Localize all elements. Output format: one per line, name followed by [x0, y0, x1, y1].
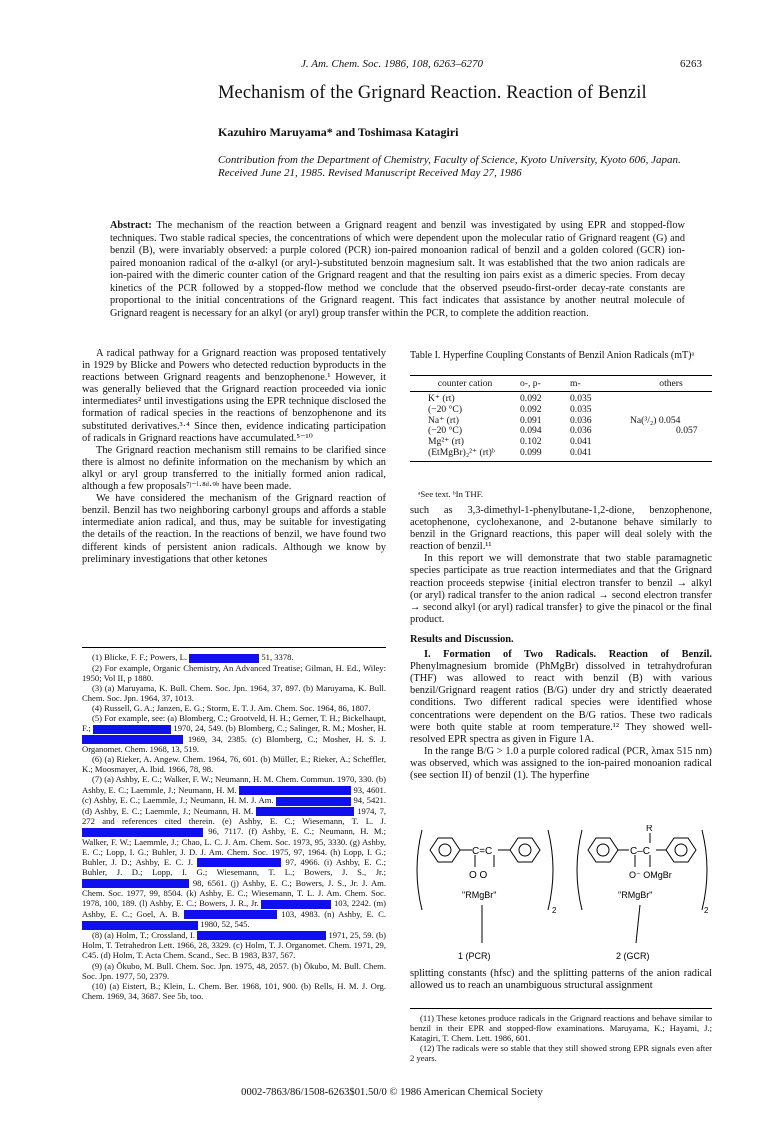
table-footnote: ᵃSee text. ᵇIn THF. [418, 489, 484, 499]
table-caption: Table I. Hyperfine Coupling Constants of Benzil Anion Radicals (mT)ᵃ [410, 350, 695, 361]
structure-2-oxygens: O⁻ OMgBr [629, 870, 672, 880]
subsection-heading: I. Formation of Two Radicals. Reaction of Benzil. [424, 649, 712, 661]
structure-drawing [410, 825, 712, 965]
copyright-footer: 0002-7863/86/1508-6263$01.50/0 © 1986 American Chemical Society [241, 1087, 543, 1098]
redaction-bar [93, 725, 171, 734]
structure-2-label: 2 (GCR) [616, 951, 650, 961]
chemical-structures [410, 825, 712, 965]
footnote-item: (12) The radicals were so stable that they still showed strong EPR signals even after 2 years. [410, 1043, 712, 1064]
structure-1-core: C=C [472, 846, 493, 857]
footnotes [410, 1013, 712, 1063]
body-paragraph: In this report we will demonstrate that two stable paramagnetic species participate as true reaction intermediates and that the Grignard reaction proceeds stepwise {initial electron transfer to benzil → alkyl (or aryl) radical transfer to the anion radical → second electron transfer → second alkyl (or aryl) radical transfer} to give the pinacol or the final product. [410, 553, 712, 625]
reference-item: (5) For example, see: (a) Blomberg, C.; Grootveld, H. H.; Gerner, T. H.; Bickelhaupt, F.; 1970, 24, 549. (b) Blomberg, C.; Salinger, R. M.; Mosher, H. 1969, 34, 2385. (c) Blomberg, C.; Mosher, H. S. J. Organomet. Chem. 1968, 13, 519. [82, 713, 386, 755]
redaction-bar [82, 921, 198, 930]
body-paragraph: splitting constants (hfsc) and the splitting patterns of the anion radical allowed us to reach an unambiguous structural assignment [410, 968, 712, 992]
table-row: (−20 °C) 0.094 0.036 0.057 [428, 425, 698, 437]
article-title: Mechanism of the Grignard Reaction. Reaction of Benzil [218, 83, 647, 103]
structure-1-counterion: "RMgBr" [462, 890, 497, 900]
redaction-bar [82, 735, 183, 744]
structure-2-subscript: 2 [704, 906, 709, 915]
references-divider [82, 647, 386, 648]
abstract-label: Abstract: [110, 220, 152, 231]
redaction-bar [261, 900, 331, 909]
reference-item: (9) (a) Ōkubo, M. Bull. Chem. Soc. Jpn. 1975, 48, 2057. (b) Ōkubo, M. Bull. Chem. Soc. Jpn. 1977, 50, 2379. [82, 960, 386, 981]
abstract-text: The mechanism of the reaction between a Grignard reagent and benzil was investigated by using EPR and stopped-flow techniques. Two stable radical species, the concentrations of which were dependent upon the molecular ratio of Grignard reagent (G) and benzil (B), were invariably observed: a purple colored (PCR) ion-paired monoanion radical of benzil and a golden colored (GCR) ion-paired monoanion radical of the α-alkyl (or aryl-)-substituted benzoin magnesium salt. It was established that the two anion radicals are ion-paired with the dimeric counter cation of the Grignard reagent and that the resulting ion pairs exist as a dimeric species. From decay kinetics of the PCR followed by a stopped-flow method we conclude that the observed pseudo-first-order decay-rate constants are proportional to the initial concentrations of the Grignard reagent. This fact indicates that assistance by another neutral molecule of Grignard reagent is necessary for an alkyl (or aryl) group transfer within the PCR, to complete the addition reaction. [110, 220, 685, 319]
footnote-item: (11) These ketones produce radicals in the Grignard reactions and behave similar to benzil in their EPR and stopped-flow examinations. Maruyama, K.; Hayami, J.; Katagiri, T. Chem. Lett. 1986, 601. [410, 1013, 712, 1044]
redaction-bar [239, 786, 351, 795]
structure-1-subscript: 2 [552, 906, 557, 915]
body-right-column [410, 505, 712, 782]
redaction-bar [189, 654, 259, 663]
table-row: Na⁺ (rt) 0.091 0.036 Na(³/₂) 0.054 [428, 414, 681, 426]
structure-2-core: C–C [630, 846, 651, 857]
body-paragraph: A radical pathway for a Grignard reaction was proposed tentatively in 1929 by Blicke and Powers who detected reduction byproducts in the reactions between Grignard reagents and benzophenone.¹ However, it was generally believed that the Grignard reaction proceeded via ionic intermediates² until investigations using the EPR technique disclosed the formation of radical species in the reactions of benzophenone and its substituted derivatives.³·⁴ Since then, evidence indicating participation of radicals in Grignard reactions have accumulated.⁵⁻¹⁰ [82, 348, 386, 444]
reference-item: (10) (a) Eistert, B.; Klein, L. Chem. Ber. 1968, 101, 900. (b) Rells, H. M. J. Org. Chem. 1969, 34, 3687. See 5b, too. [82, 980, 386, 1001]
table-row: (−20 °C) 0.092 0.035 [428, 403, 592, 415]
authors: Kazuhiro Maruyama* and Toshimasa Katagiri [218, 125, 459, 139]
table-row: Mg²⁺ (rt) 0.102 0.041 [428, 436, 592, 448]
redaction-bar [184, 910, 277, 919]
body-paragraph: We have considered the mechanism of the Grignard reaction of benzil. Benzil has two neighboring carbonyl groups and affords a stable intermediate anion radical, and thus, may be suitable for investigating the details of the reaction. In the reactions of benzil, we have found two different kinds of persistent anion radicals. Although we know by preliminary investigations that other ketones [82, 493, 386, 565]
structure-2-r-group: R [646, 825, 653, 833]
redaction-bar [197, 931, 326, 940]
table-row: (EtMgBr)₂²⁺ (rt)ᵇ 0.099 0.041 [410, 448, 712, 461]
hfsc-table [410, 375, 712, 462]
table-header: counter cation [410, 376, 520, 392]
structure-1-oxygens: O O [469, 870, 488, 881]
reference-item: (3) (a) Maruyama, K. Bull. Chem. Soc. Jpn. 1964, 37, 897. (b) Maruyama, K. Bull. Chem. Soc. Jpn. 1964, 37, 1013. [82, 682, 386, 703]
abstract [110, 220, 685, 320]
body-paragraph: The Grignard reaction mechanism still remains to be clarified since there is almost no definite information on the mechanism by which an alkyl or aryl group transferred to the initially formed anion radical, although a few proposals⁷ʲ⁻ˡ·⁸ᵈ·⁹ᵇ have been made. [82, 444, 386, 493]
reference-item: (6) (a) Rieker, A. Angew. Chem. 1964, 76, 601. (b) Müller, E.; Rieker, A.; Scheffler, K.; Moosmayer, A. Ibid. 1966, 78, 98. [82, 754, 386, 775]
body-paragraph: I. Formation of Two Radicals. Reaction of Benzil. Phenylmagnesium bromide (PhMgBr) dissolved in tetrahydrofuran (THF) was allowed to react with benzil (B) with various benzil/Grignard reagent ratios (B/G) under dry and strictly deaerated conditions. Two different radical species were identified whose concentrations were dependent on the B/G ratios. These two radicals were both quite stable at room temperature.¹² They showed well-resolved EPR spectra as given in Figure 1A. [410, 649, 712, 745]
table-header: o-, p- [520, 376, 570, 392]
reference-item: (7) (a) Ashby, E. C.; Walker, F. W.; Neumann, H. M. Chem. Commun. 1970, 330. (b) Ashby, E. C.; Laemmle, J.; Neumann, H. M. 93, 4601. (c) Ashby, E. C.; Laemmle, J.; Neumann, H. M. J. Am. 94, 5421. (d) Ashby, E. C.; Laemmle, J.; Neumann, H. M. 1974, 7, 272 and references cited therein. (e) Ashby, E. C.; Wiesemann, T. L. J. 96, 7117. (f) Ashby, E. C.; Neumann, H. M.; Walker, F. W.; Laemmle, J.; Chao, L. C. J. Am. Chem. Soc. 1973, 95, 3330. (g) Ashby, E. C.; Lopp, I. G.; Buhler, J. D. J. Am. Chem. Soc. 1975, 97, 1964. (h) Lopp, I. G.; Buhler, J. D.; Ashby, E. C. J. 97, 4966. (i) Ashby, E. C.; Buhler, J. D.; Lopp, I. G.; Wiesemann, T. L.; Bowers, J. S., Jr.; 98, 6561. (j) Ashby, E. C.; Bowers, J. S., Jr. J. Am. Chem. Soc. 1977, 99, 8504. (k) Ashby, E. C.; Wiesemann, T. L. J. Am. Chem. Soc. 1978, 100, 189. (l) Ashby, E. C.; Bowers, J. R., Jr. 103, 2242. (m) Ashby, E. C.; Goel, A. B. 103, 4983. (n) Ashby, E. C. 1980, 52, 545. [82, 774, 387, 930]
structure-2-counterion: "RMgBr" [618, 890, 653, 900]
body-left-column [82, 348, 386, 566]
redaction-bar [82, 828, 203, 837]
body-right-continued [410, 968, 712, 992]
table-header: m- [570, 376, 630, 392]
structure-1-label: 1 (PCR) [458, 951, 491, 961]
reference-list [82, 652, 386, 1001]
table-row: K⁺ (rt) 0.092 0.035 [428, 393, 592, 404]
redaction-bar [256, 807, 354, 816]
redaction-bar [276, 797, 351, 806]
body-paragraph: In the range B/G > 1.0 a purple colored radical (PCR, λmax 515 nm) was observed, which was assigned to the ion-paired monoanion radical (see section II) of benzil (1). The hyperfine [410, 745, 712, 781]
redaction-bar [82, 879, 189, 888]
section-heading: Results and Discussion. [410, 633, 514, 645]
reference-item: (2) For example, Organic Chemistry, An Advanced Treatise; Gilman, H. Ed., Wiley: 1950; Vol II, p 1880. [82, 662, 386, 683]
reference-item: (8) (a) Holm, T.; Crossland, I. 1971, 25, 59. (b) Holm, T. Tetrahedron Lett. 1966, 28, 3329. (c) Holm, T. J. Organomet. Chem. 1971, 29, C45. (d) Holm, T. Acta Chem. Scand., Sec. B 1983, B37, 567. [82, 929, 386, 961]
reference-item: (1) Blicke, F. F.; Powers, L. 51, 3378. [92, 652, 294, 662]
reference-item: (4) Russell, G. A.; Janzen, E. G.; Storm, E. T. J. Am. Chem. Soc. 1964, 86, 1807. [92, 702, 371, 713]
affiliation: Contribution from the Department of Chemistry, Faculty of Science, Kyoto University, Kyoto 606, Japan. Received June 21, 1985. Revised Manuscript Received May 27, 1986 [218, 154, 681, 179]
body-paragraph: such as 3,3-dimethyl-1-phenylbutane-1,2-dione, benzophenone, acetophenone, cyclohexanone, and 2-butanone behave similarly to benzil in the Grignard reactions, this paper will deal solely with the reaction of benzil.¹¹ [410, 505, 712, 553]
footnote-divider [410, 1008, 712, 1009]
page-number: 6263 [680, 58, 702, 70]
journal-citation: J. Am. Chem. Soc. 1986, 108, 6263–6270 [301, 58, 483, 70]
table-header: others [630, 376, 712, 392]
redaction-bar [197, 858, 281, 867]
